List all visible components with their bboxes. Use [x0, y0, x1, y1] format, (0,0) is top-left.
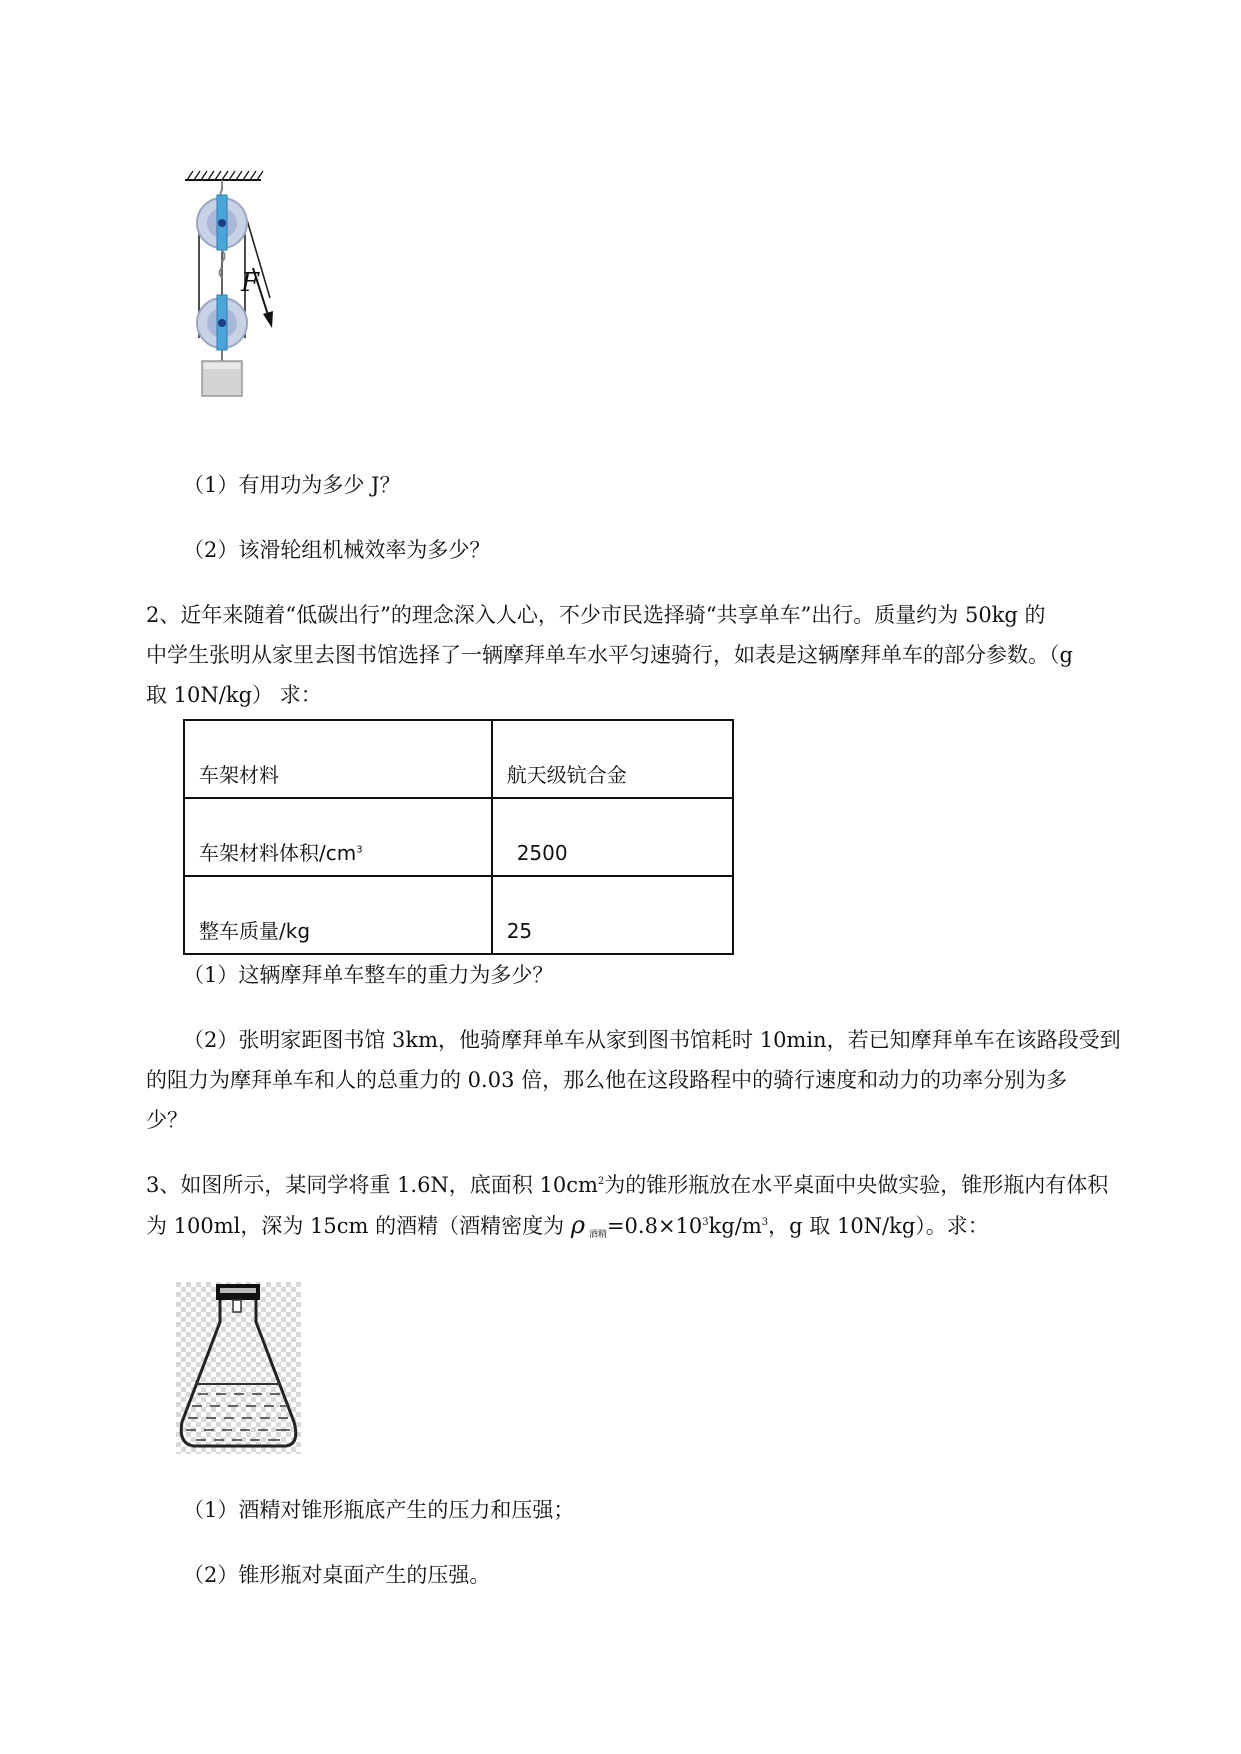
table-cell-label-text: 车架材料体积/cm: [199, 841, 357, 865]
unit-superscript: 3: [356, 844, 363, 856]
q3-text-part: ，g 取 10N/kg）。求：: [768, 1214, 989, 1238]
force-label: F: [241, 268, 260, 298]
conical-flask-figure: [176, 1282, 301, 1454]
q3-subquestion-2: （2）锥形瓶对桌面产生的压强。: [183, 1563, 491, 1587]
q2-subquestion-2-line-1: （2）张明家距图书馆 3km，他骑摩拜单车从家到图书馆耗时 10min，若已知摩拜单车在该路段受到: [183, 1028, 1121, 1052]
q3-superscript: 2: [597, 1176, 605, 1187]
q3-superscript: 3: [702, 1217, 709, 1228]
q3-text-part: 为的锥形瓶放在水平桌面中央做实验，锥形瓶内有体积: [604, 1173, 1109, 1197]
q2-subquestion-2-line-3: 少？: [146, 1108, 188, 1132]
q3-text-part: 3、如图所示，某同学将重 1.6N，底面积 10cm: [146, 1173, 598, 1197]
table-row: [184, 720, 733, 798]
table-cell-label: 车架材料: [184, 720, 492, 798]
q3-text-part: 为 100ml，深为 15cm 的酒精（酒精密度为: [146, 1214, 565, 1238]
q2-text-line-2: 中学生张明从家里去图书馆选择了一辆摩拜单车水平匀速骑行，如表是这辆摩拜单车的部分参数。（g: [146, 643, 1073, 667]
table-cell-value-text: 2500: [516, 841, 568, 865]
density-symbol: ρ: [570, 1211, 585, 1239]
q2-subquestion-1: （1）这辆摩拜单车整车的重力为多少？: [183, 963, 554, 987]
table-cell-value: [492, 798, 733, 876]
table-row: [184, 798, 733, 876]
pulley-system-figure: [175, 168, 285, 423]
q2-text-line-1: 2、近年来随着“低碳出行”的理念深入人心，不少市民选择骑“共享单车”出行。质量约为 50kg 的: [146, 603, 1046, 627]
q1-subquestion-1: （1）有用功为多少 J？: [183, 473, 401, 497]
q1-subquestion-2: （2）该滑轮组机械效率为多少？: [183, 538, 491, 562]
bike-parameters-table: [183, 719, 734, 955]
table-cell-label: 整车质量/kg: [184, 876, 492, 954]
table-cell-value: 航天级钪合金: [492, 720, 733, 798]
density-subscript: 酒精: [588, 1230, 607, 1240]
q3-text-line-1: [146, 1170, 1108, 1200]
table-row: [184, 876, 733, 954]
q3-subquestion-1: （1）酒精对锥形瓶底产生的压力和压强；: [183, 1498, 575, 1522]
q3-text-line-2: [146, 1210, 989, 1246]
q3-text-part: kg/m: [708, 1214, 762, 1238]
q3-text-part: =0.8×10: [606, 1214, 703, 1238]
q2-text-line-3: 取 10N/kg） 求：: [146, 683, 322, 707]
table-cell-value: 25: [492, 876, 733, 954]
q2-subquestion-2-line-2: 的阻力为摩拜单车和人的总重力的 0.03 倍，那么他在这段路程中的骑行速度和动力的功率分别为多: [146, 1068, 1068, 1092]
table-cell-label: [184, 798, 492, 876]
q3-superscript: 3: [761, 1217, 769, 1228]
